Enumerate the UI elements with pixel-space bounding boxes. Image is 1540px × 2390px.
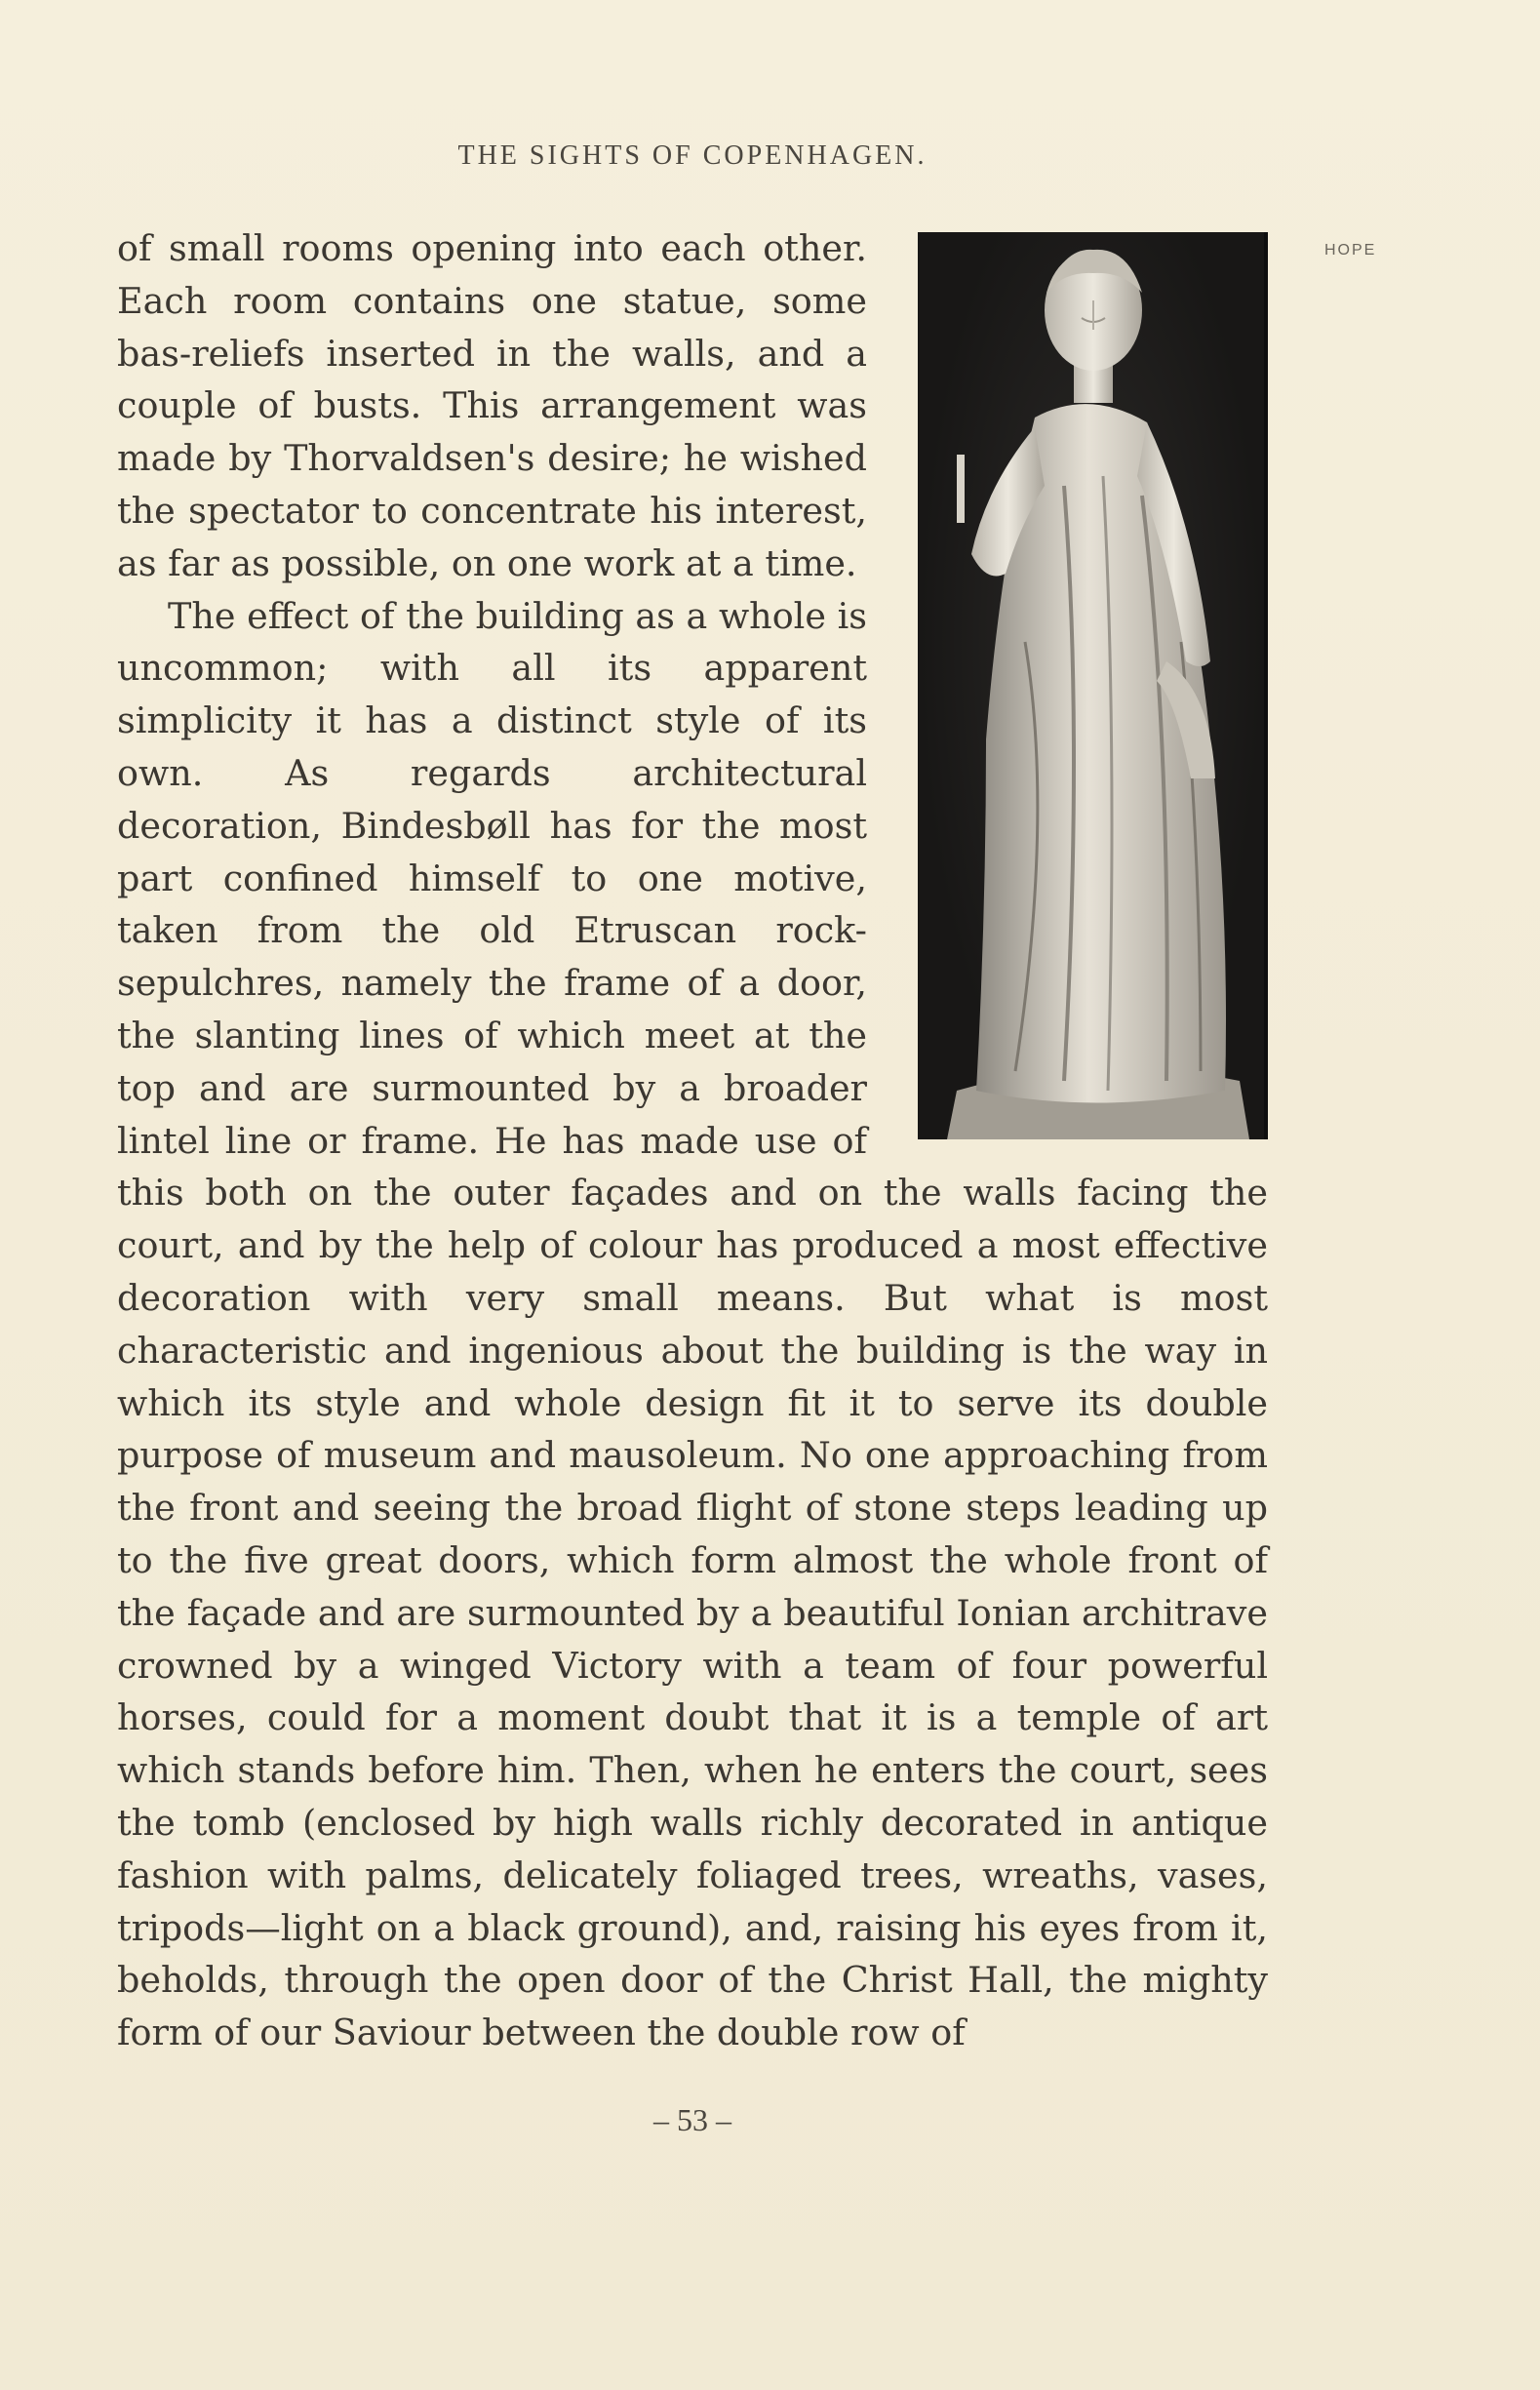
statue-illustration [918, 232, 1264, 1139]
paragraph-1: of small rooms opening into each other. Each room contains one statue, some bas-reliefs inserted in the walls, and a couple of busts. This arrangement was made by Thorvaldsen's desire; he wished the spectator to concentrate his interest, as far as possible, on one work at a time. [117, 227, 867, 584]
figure-caption: HOPE [1324, 242, 1377, 259]
page-number: – 53 – [653, 2102, 731, 2137]
paragraph-2: The effect of the building as a whole is uncommon; with all its apparent simplicity it has a distinct style of its own. As regards architectural decoration, Bindesbøll has for the most part confined himself to one motive, taken from the old Etruscan rock-sepulchres, namely the frame of a door, the slanting lines of which meet at the top and are surmounted by a broader lintel line or frame. He has made use of this both on the outer façades and on the walls facing the court, and by the help of colour has produced a most effective decoration with very small means. But what is most characteristic and ingenious about the building is the way in which its style and whole design fit it to serve its double purpose of museum and mausoleum. No one approaching from the front and seeing the broad flight of stone steps leading up to the five great doors, which form almost the whole front of the façade and are surmounted by a beautiful Ionian architrave crowned by a winged Victory with a team of four powerful horses, could for a moment doubt that it is a temple of art which stands before him. Then, when he enters the court, sees the tomb (enclosed by high walls richly decorated in antique fashion with palms, delicately foliaged trees, wreaths, vases, tripods—light on a black ground), and, raising his eyes from it, beholds, through the open door of the Christ Hall, the mighty form of our Saviour between the double row of [117, 594, 1268, 2054]
running-header: THE SIGHTS OF COPENHAGEN. [457, 140, 928, 171]
statue-photograph [918, 232, 1268, 1139]
body-text [117, 222, 1268, 2059]
